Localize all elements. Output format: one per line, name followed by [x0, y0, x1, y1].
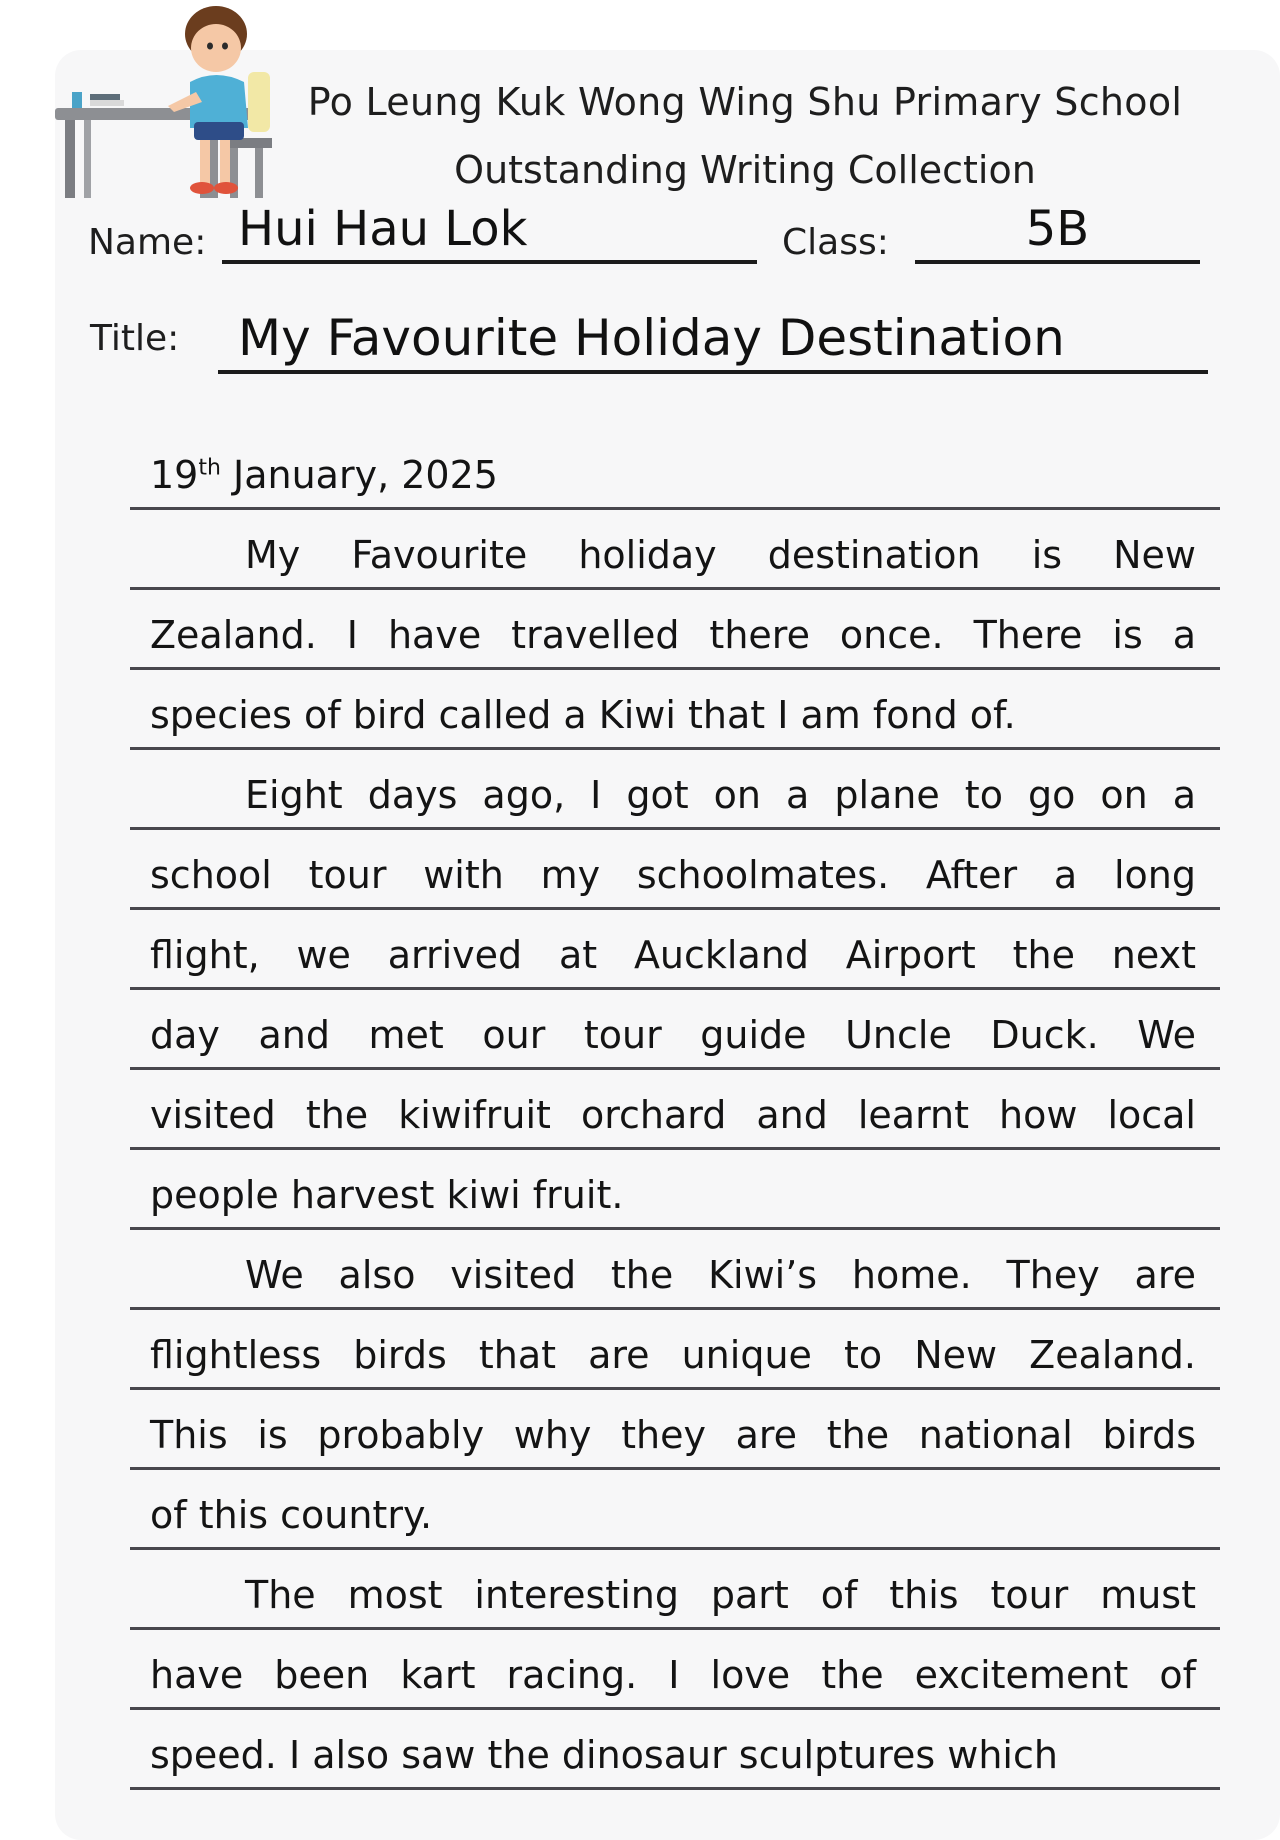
student-at-desk-illustration: [50, 0, 290, 205]
school-name: Po Leung Kuk Wong Wing Shu Primary School: [307, 80, 1183, 124]
writing-line: of this country.: [130, 1470, 1220, 1550]
writing-lines: [130, 430, 1220, 1790]
title-label: Title:: [90, 318, 180, 359]
writing-line: species of bird called a Kiwi that I am fond of.: [130, 670, 1220, 750]
date-rest: January, 2025: [220, 453, 498, 497]
writing-line: flightless birds that are unique to New Zealand.: [130, 1310, 1220, 1390]
collection-name: Outstanding Writing Collection: [454, 148, 1036, 192]
writing-line: day and met our tour guide Uncle Duck. We: [130, 990, 1220, 1070]
writing-line: This is probably why they are the national birds: [130, 1390, 1220, 1470]
writing-line: visited the kiwifruit orchard and learnt how local: [130, 1070, 1220, 1150]
writing-line: speed. I also saw the dinosaur sculptures which: [130, 1710, 1220, 1790]
date-day: 19: [150, 453, 199, 497]
writing-line: The most interesting part of this tour must: [130, 1550, 1220, 1630]
writing-line: We also visited the Kiwi’s home. They are: [130, 1230, 1220, 1310]
name-label: Name:: [88, 222, 207, 263]
student-name: Hui Hau Lok: [222, 200, 757, 264]
writing-line: My Favourite holiday destination is New: [130, 510, 1220, 590]
class-value: 5B: [915, 200, 1200, 264]
writing-line: flight, we arrived at Auckland Airport the next: [130, 910, 1220, 990]
date-line: [130, 430, 1220, 510]
writing-line: have been kart racing. I love the excitement of: [130, 1630, 1220, 1710]
writing-line: school tour with my schoolmates. After a long: [130, 830, 1220, 910]
writing-line: Eight days ago, I got on a plane to go on a: [130, 750, 1220, 830]
writing-line: Zealand. I have travelled there once. There is a: [130, 590, 1220, 670]
class-label: Class:: [782, 222, 889, 263]
writing-line: people harvest kiwi fruit.: [130, 1150, 1220, 1230]
date-suffix: th: [198, 455, 221, 481]
essay-title: My Favourite Holiday Destination: [218, 308, 1208, 374]
